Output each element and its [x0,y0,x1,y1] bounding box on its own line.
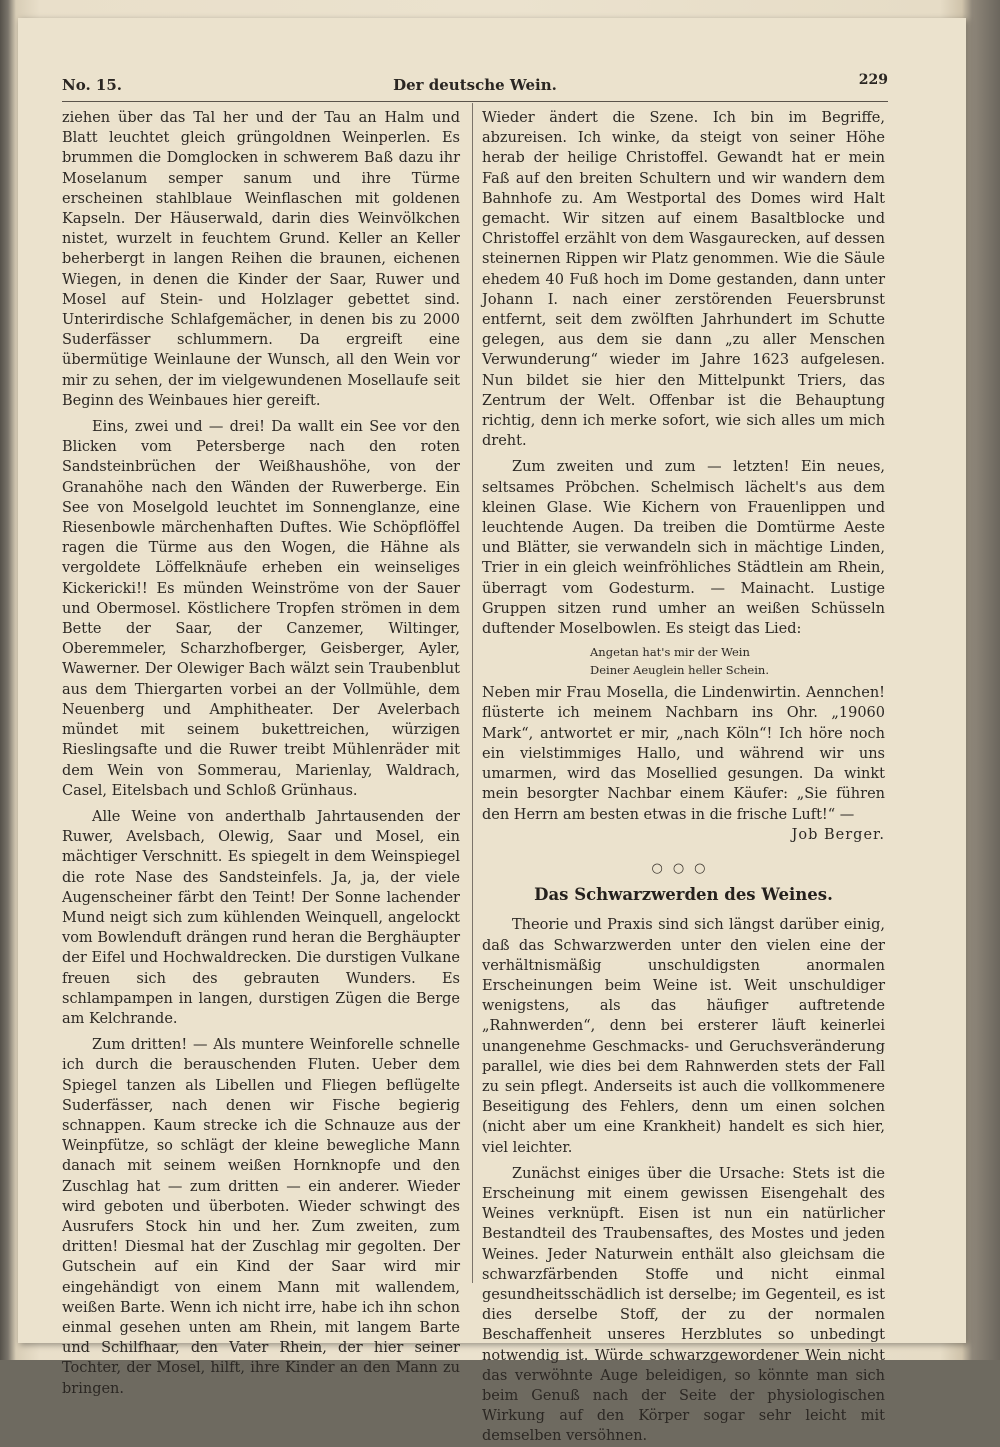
paragraph: Wieder ändert die Szene. Ich bin im Begriffe, abzureisen. Ich winke, da steigt von seiner Höhe herab der heilige Christoffel. Gewandt hat er mein Faß auf den breiten Schultern und wir wandern dem Bahnhofe zu. Am Westportal des Domes wird Halt gemacht. Wir sitzen auf einem Basaltblocke und Christoffel erzählt von dem Wasgaurecken, auf dessen steinernen Rippen wir Platz genommen. Wie die Säule ehedem 40 Fuß hoch im Dome gestanden, dann unter Johann I. nach einer zerstörenden Feuersbrunst entfernt, seit dem zwölften Jahrhundert im Schutte gelegen, aus dem sie dann „zu aller Menschen Verwunderung“ wieder im Jahre 1623 aufgelesen. Nun bildet sie hier den Mittelpunkt Triers, das Zentrum der Welt. Offenbar ist die Behauptung richtig, denn ich merke sofort, wie sich alles um mich dreht. [482,110,885,450]
poem-line: Deiner Aeuglein heller Schein. [590,663,769,678]
paragraph: Zum zweiten und zum — letzten! Ein neues, seltsames Pröbchen. Schelmisch lächelt's aus dem kleinen Glase. Wie Kichern von Frauenlippen und leuchtende Augen. Da treiben die Domtürme Aeste und Blätter, sie verwandeln sich in mächtige Linden, Trier in ein gleich weinfröhliches Städtlein am Rhein, überragt vom Godesturm. — Mainacht. Lustige Gruppen sitzen rund umher an weißen Schüsseln duftender Moselbowlen. Es steigt das Lied: [482,459,885,638]
paragraph: Theorie und Praxis sind sich längst darüber einig, daß das Schwarzwerden unter den vielen eine der verhältnismäßig unschuldigsten anormalen Erscheinungen beim Weine ist. Weit unschuldiger wenigstens, als das häufiger auftretende „Rahnwerden“, denn bei ersterer läuft keinerlei unangenehme Geschmacks- und Geruchsveränderung parallel, wie dies bei dem Rahnwerden stets der Fall zu sein pflegt. Anderseits ist auch die vollkommenere Beseitigung des Fehlers, denn um einen solchen (nicht aber um eine Krankheit) handelt es sich hier, viel leichter. [482,917,885,1156]
paragraph: Neben mir Frau Mosella, die Lindenwirtin. Aennchen! flüsterte ich meinem Nachbarn ins Ohr. „19060 Mark“, antwortet er mir, „nach Köln“! Ich höre noch ein vielstimmiges Hallo, und während wir uns umarmen, wird das Mosellied gesungen. Da winkt mein besorgter Nachbar einem Käufer: „Sie führen den Herrn am besten etwas in die frische Luft!“ — [482,685,885,823]
paragraph: ziehen über das Tal her und der Tau an Halm und Blatt leuchtet gleich grüngoldnen Weinperlen. Es brummen die Domglocken in schwerem Baß dazu ihr Moselanum semper sanum und ihre Türme erscheinen stahlblaue Weinflaschen mit goldenen Kapseln. Der Häuserwald, darin dies Weinvölkchen nistet, wurzelt in feuchtem Grund. Keller an Keller beherbergt in langen Reihen die braunen, eichenen Wiegen, in denen die Kinder der Saar, Ruwer und Mosel auf Stein- und Holzlager gebettet sind. Unterirdische Schlafgemächer, in denen bis zu 2000 Suderfässer schlummern. Da ergreift eine übermütige Weinlaune der Wunsch, all den Wein vor mir zu sehen, der im vielgewundenen Mosellaufe seit Beginn des Weinbaues hier gereift. [62,110,460,409]
issue-number: No. 15. [62,76,122,94]
author-signature: Job Berger. [791,826,885,843]
paragraph: Zunächst einiges über die Ursache: Stets ist die Erscheinung mit einem gewissen Eisengehalt des Weines verknüpft. Eisen ist nun ein natürlicher Bestandteil des Traubensaftes, des Mostes und jeden Weines. Jeder Naturwein enthält also gleichsam die schwarzfärbenden Stoffe und nicht einmal gesundheitsschädlich ist derselbe; im Gegenteil, es ist dies derselbe Stoff, der zu der normalen Beschaffenheit unseres Herzblutes so unbedingt notwendig ist. Würde schwarzgewordener Wein nicht das verwöhnte Auge beleidigen, so könnte man sich beim Genuß nach der Seite der physiologischen Wirkung auf den Körper sogar sehr leicht mit demselben versöhnen. [482,1165,885,1445]
column-divider [472,103,473,1283]
right-column [482,108,885,1447]
paragraph: Alle Weine von anderthalb Jahrtausenden der Ruwer, Avelsbach, Olewig, Saar und Mosel, ein mächtiger Verschnitt. Es spiegelt in dem Weinspiegel die rote Nase des Sandsteinfels. Ja, ja, der viele Augenscheiner färbt den Teint! Der Sonne lachender Mund neigt sich zum kühlenden Weinquell, angelockt vom Bowlenduft drängen rund heran die Berghäupter der Eifel und Hochwaldrecken. Die durstigen Vulkane freuen sich des gebrauten Wunders. Es schlampampen in langen, durstigen Zügen die Berge am Kelchrande. [62,808,460,1027]
section-ornament: ○○○ [651,860,716,876]
page-number: 229 [858,72,888,88]
paragraph: Zum dritten! — Als muntere Weinforelle schnelle ich durch die berauschenden Fluten. Ueber dem Spiegel tanzen als Libellen und Fliegen beflügelte Suderfässer, nach denen wir Fische begierig schnappen. Kaum strecke ich die Schnauze aus der Weinpfütze, so schlägt der kleine bewegliche Mann danach mit seinem weißen Hornknopfe und den Zuschlag hat — zum dritten — ein anderer. Wieder wird geboten und überboten. Wieder schwingt des Ausrufers Stock hin und her. Zum zweiten, zum dritten! Diesmal hat der Zuschlag mir gegolten. Der Gutschein auf ein Kind der Saar wird mir eingehändigt von einem Mann mit wallendem, weißen Barte. Wenn ich nicht irre, habe ich ihn schon einmal gesehen unten am Rhein, mit langem Barte und Schilfhaar, den Vater Rhein, der hier seiner Tochter, der Mosel, hilft, ihre Kinder an den Mann zu bringen. [62,1037,460,1397]
left-column [62,108,460,1399]
poem-line: Angetan hat's mir der Wein [590,645,750,660]
paragraph: Eins, zwei und — drei! Da wallt ein See vor den Blicken vom Petersberge nach den roten Sandsteinbrüchen der Weißhaushöhe, von der Granahöhe nach den Wänden der Ruwerberge. Ein See von Moselgold leuchtet im Sonnenglanze, eine Riesenbowle märchenhaften Duftes. Wie Schöpflöffel ragen die Türme aus den Wogen, die Hähne als vergoldete Löffelknäufe erheben ein weinseliges Kickericki!! Es münden Weinströme von der Sauer und Obermosel. Köstlichere Tropfen strömen in dem Bette der Saar, der Canzemer, Wiltinger, Oberemmeler, Scharzhofberger, Geisberger, Ayler, Wawerner. Der Olewiger Bach wälzt sein Traubenblut aus dem Thiergarten vorbei an der Vollmühle, dem Neuenberg und Amphitheater. Der Avelerbach mündet mit seinem bukettreichen, würzigen Rieslingsafte und die Ruwer treibt Mühlenräder mit dem Wein von Sommerau, Marienlay, Waldrach, Casel, Eitelsbach und Schloß Grünhaus. [62,419,460,799]
signature-line [482,825,885,845]
publication-title: Der deutsche Wein. [393,76,557,94]
poem-quote [590,643,885,679]
header-rule [62,101,888,102]
article-title: Das Schwarzwerden des Weines. [534,885,833,905]
page-header [62,70,888,98]
